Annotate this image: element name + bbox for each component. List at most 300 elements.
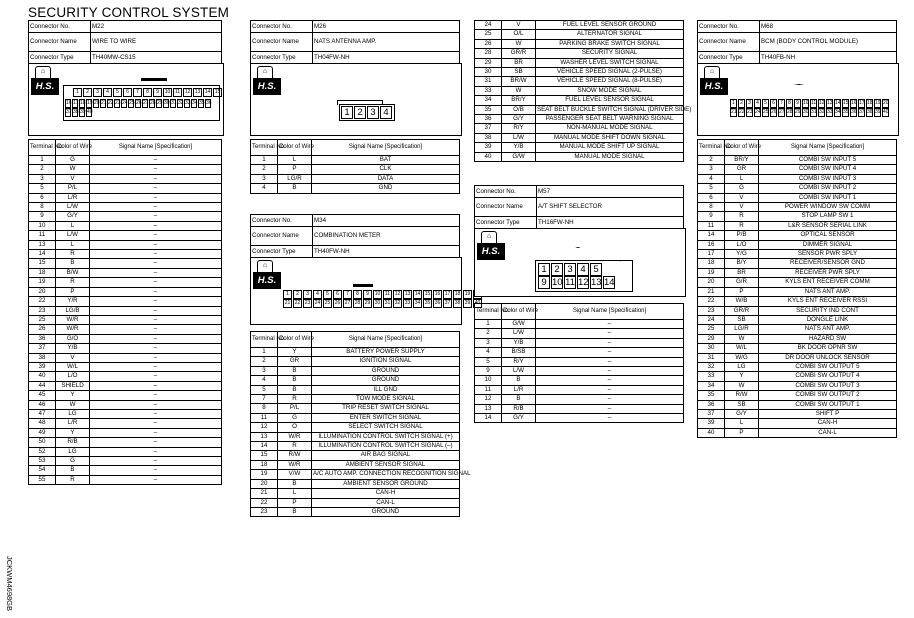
signal-cell: – xyxy=(90,372,222,381)
connector-m68-info xyxy=(697,20,897,64)
color-cell: W/L xyxy=(725,344,759,353)
table-row xyxy=(29,315,222,324)
connector-m68-table xyxy=(697,139,897,438)
signal-cell: SECURITY IND CONT xyxy=(759,306,897,315)
table-row xyxy=(251,165,460,174)
color-cell: P/B xyxy=(725,231,759,240)
connector-pin: 23 xyxy=(304,300,311,306)
connector-pin: 29 xyxy=(795,109,801,115)
terminal-cell: 38 xyxy=(475,133,502,142)
signal-cell: – xyxy=(90,268,222,277)
color-cell: G/O xyxy=(56,334,90,343)
connector-pin: 36 xyxy=(206,100,212,106)
connector-pin: 35 xyxy=(199,100,205,106)
table-row xyxy=(475,133,684,142)
terminal-cell: 9 xyxy=(475,367,502,376)
table-row xyxy=(475,21,684,30)
color-cell: P xyxy=(725,287,759,296)
terminal-cell: 33 xyxy=(698,372,725,381)
pin-row-bottom xyxy=(730,108,890,117)
table-row xyxy=(475,124,684,133)
signal-cell: STOP LAMP SW 1 xyxy=(759,212,897,221)
terminal-cell: 34 xyxy=(698,381,725,390)
signal-cell: – xyxy=(90,240,222,249)
color-cell: SHIELD xyxy=(56,381,90,390)
color-cell: B xyxy=(278,479,312,488)
terminal-cell: 14 xyxy=(475,414,502,423)
color-cell: Y/B xyxy=(56,344,90,353)
signal-cell: SECURITY SIGNAL xyxy=(536,49,684,58)
signal-cell: – xyxy=(90,419,222,428)
table-row xyxy=(29,278,222,287)
color-cell: V/W xyxy=(278,470,312,479)
table-row xyxy=(475,395,684,404)
color-cell: V xyxy=(725,203,759,212)
table-row xyxy=(29,174,222,183)
terminal-cell: 1 xyxy=(475,320,502,329)
color-cell: B/SB xyxy=(502,348,536,357)
terminal-cell: 13 xyxy=(251,432,278,441)
col-terminal: Terminal No. xyxy=(251,332,278,348)
connector-no: M22 xyxy=(91,21,222,33)
color-cell: R xyxy=(725,221,759,230)
signal-cell: COMBI SW INPUT 3 xyxy=(759,174,897,183)
connector-pin: 5 xyxy=(590,263,602,276)
table-row xyxy=(29,391,222,400)
signal-cell: GND xyxy=(312,184,460,193)
connector-pin: 3 xyxy=(93,88,102,97)
connector-pin: 2 xyxy=(293,290,302,299)
connector-pin: 2 xyxy=(738,99,745,108)
signal-cell: PARKING BRAKE SWITCH SIGNAL xyxy=(536,39,684,48)
terminal-cell: 30 xyxy=(698,344,725,353)
table-row xyxy=(475,357,684,366)
color-cell: G/Y xyxy=(502,115,536,124)
connector-pin: 17 xyxy=(859,100,865,106)
connector-no: M68 xyxy=(760,21,897,33)
connector-name-label: Connector Name xyxy=(475,198,537,217)
table-row xyxy=(29,231,222,240)
connector-pin: 13 xyxy=(194,89,201,95)
key-mark xyxy=(141,78,167,81)
connector-pin: 4 xyxy=(380,106,392,119)
terminal-cell: 40 xyxy=(29,372,56,381)
color-cell: G/R xyxy=(725,278,759,287)
signal-cell: BATTERY POWER SUPPLY xyxy=(312,348,460,357)
color-cell: G xyxy=(56,457,90,466)
color-cell: R/Y xyxy=(502,124,536,133)
signal-cell: – xyxy=(90,259,222,268)
color-cell: V xyxy=(725,193,759,202)
table-row xyxy=(475,414,684,423)
table-row xyxy=(698,259,897,268)
table-row xyxy=(29,400,222,409)
terminal-cell: 12 xyxy=(251,423,278,432)
table-row xyxy=(29,212,222,221)
table-row xyxy=(475,329,684,338)
color-cell: R xyxy=(56,475,90,484)
connector-m57-info xyxy=(474,185,684,229)
connector-pin: 36 xyxy=(851,109,857,115)
pin-row-top xyxy=(283,290,483,299)
terminal-cell: 8 xyxy=(251,404,278,413)
terminal-cell: 47 xyxy=(29,409,56,418)
color-cell: LG/R xyxy=(725,325,759,334)
table-row xyxy=(251,404,460,413)
terminal-cell: 36 xyxy=(29,334,56,343)
connector-type: TH04FW-NH xyxy=(313,52,460,64)
signal-cell: VEHICLE SPEED SIGNAL (2-PULSE) xyxy=(536,68,684,77)
signal-cell: AIR BAG SIGNAL xyxy=(312,451,460,460)
color-cell: R xyxy=(725,212,759,221)
connector-pin: 10 xyxy=(374,291,381,297)
col-color: Color of Wire xyxy=(502,304,536,320)
pin-row-bottom xyxy=(538,276,616,289)
signal-cell: NON-MANUAL MODE SIGNAL xyxy=(536,124,684,133)
signal-cell: MANUAL MODE SHIFT DOWN SIGNAL xyxy=(536,133,684,142)
connector-pin: 33 xyxy=(404,300,411,306)
signal-cell: COMBI SW OUTPUT 5 xyxy=(759,362,897,371)
table-row xyxy=(251,442,460,451)
table-row xyxy=(698,353,897,362)
table-row xyxy=(698,400,897,409)
color-cell: Y xyxy=(56,391,90,400)
connector-pin: 34 xyxy=(414,300,421,306)
table-row xyxy=(29,344,222,353)
table-row xyxy=(29,287,222,296)
col-color: Color of Wire xyxy=(278,140,312,156)
color-cell: W xyxy=(725,334,759,343)
table-row xyxy=(29,457,222,466)
connector-m57-diagram xyxy=(474,228,686,297)
connector-name: NATS ANTENNA AMP. xyxy=(313,33,460,52)
connector-pin: 17 xyxy=(73,100,79,106)
terminal-cell: 26 xyxy=(475,39,502,48)
terminal-cell: 26 xyxy=(29,325,56,334)
table-row xyxy=(29,428,222,437)
signal-cell: ENTER SWITCH SIGNAL xyxy=(312,413,460,422)
color-cell: SB xyxy=(725,315,759,324)
color-cell: LG xyxy=(56,447,90,456)
connector-pin: 14 xyxy=(204,89,211,95)
color-cell: W/R xyxy=(278,460,312,469)
signal-cell: – xyxy=(90,231,222,240)
table-row xyxy=(29,259,222,268)
terminal-cell: 3 xyxy=(475,338,502,347)
table-row xyxy=(475,376,684,385)
signal-cell: WASHER LEVEL SWITCH SIGNAL xyxy=(536,58,684,67)
connector-no: M57 xyxy=(537,186,684,198)
color-cell: B xyxy=(278,366,312,375)
signal-cell: NATS ANT AMP. xyxy=(759,287,897,296)
signal-cell: – xyxy=(90,466,222,475)
connector-pin: 12 xyxy=(578,277,589,288)
table-row xyxy=(29,268,222,277)
connector-type: TH40FB-NH xyxy=(760,52,897,64)
color-cell: L/O xyxy=(725,240,759,249)
table-row xyxy=(698,334,897,343)
color-cell: L/O xyxy=(56,372,90,381)
color-cell: B xyxy=(278,507,312,516)
terminal-cell: 34 xyxy=(475,96,502,105)
signal-cell: GROUND xyxy=(312,366,460,375)
terminal-cell: 19 xyxy=(29,278,56,287)
terminal-cell: 23 xyxy=(698,306,725,315)
col-terminal: Terminal No. xyxy=(698,140,725,156)
connector-no-label: Connector No. xyxy=(251,21,313,33)
color-cell: L xyxy=(725,419,759,428)
color-cell: W xyxy=(502,86,536,95)
connector-m34-diagram xyxy=(250,257,481,325)
table-row xyxy=(475,385,684,394)
terminal-cell: 4 xyxy=(698,174,725,183)
terminal-cell: 23 xyxy=(251,507,278,516)
signal-cell: – xyxy=(90,438,222,447)
signal-cell: TOW MODE SIGNAL xyxy=(312,395,460,404)
signal-cell: DONGLE LINK xyxy=(759,315,897,324)
table-row xyxy=(251,489,460,498)
table-row xyxy=(698,240,897,249)
terminal-cell: 3 xyxy=(251,366,278,375)
table-row xyxy=(29,297,222,306)
terminal-cell: 5 xyxy=(251,385,278,394)
color-cell: L/R xyxy=(56,419,90,428)
connector-pin: 6 xyxy=(770,99,777,108)
connector-pin: 5 xyxy=(113,88,122,97)
connector-m34-info xyxy=(250,214,460,258)
terminal-cell: 24 xyxy=(475,21,502,30)
signal-cell: COMBI SW INPUT 1 xyxy=(759,193,897,202)
color-cell: SB xyxy=(725,400,759,409)
color-cell: W/R xyxy=(56,325,90,334)
terminal-cell: 39 xyxy=(475,143,502,152)
color-cell: L xyxy=(278,489,312,498)
terminal-cell: 31 xyxy=(698,353,725,362)
connector-pin: 19 xyxy=(87,100,93,106)
connector-no: M34 xyxy=(313,215,460,227)
table-row xyxy=(29,193,222,202)
color-cell: B xyxy=(56,259,90,268)
signal-cell: BK DOOR OPNR SW xyxy=(759,344,897,353)
terminal-cell: 14 xyxy=(29,250,56,259)
signal-cell: COMBI SW OUTPUT 2 xyxy=(759,391,897,400)
connector-pin: 12 xyxy=(184,89,191,95)
connector-no: M26 xyxy=(313,21,460,33)
table-row xyxy=(698,250,897,259)
connector-pin: 21 xyxy=(731,109,737,115)
color-cell: W/R xyxy=(56,315,90,324)
color-cell: L xyxy=(725,174,759,183)
terminal-cell: 24 xyxy=(698,315,725,324)
table-row xyxy=(251,357,460,366)
signal-cell: – xyxy=(90,315,222,324)
table-row xyxy=(475,143,684,152)
connector-no-label: Connector No. xyxy=(698,21,760,33)
color-cell: B/Y xyxy=(725,259,759,268)
signal-cell: – xyxy=(90,325,222,334)
connector-pin: 27 xyxy=(779,109,785,115)
terminal-cell: 19 xyxy=(251,470,278,479)
terminal-cell: 15 xyxy=(29,259,56,268)
connector-type-label: Connector Type xyxy=(251,52,313,64)
connector-pin: 2 xyxy=(83,88,92,97)
signal-cell: SHIFT P xyxy=(759,409,897,418)
connector-name: BCM (BODY CONTROL MODULE) xyxy=(760,33,897,52)
signal-cell: DIMMER SIGNAL xyxy=(759,240,897,249)
connector-pin: 36 xyxy=(434,300,441,306)
color-cell: B xyxy=(502,376,536,385)
signal-cell: MANUAL MODE SIGNAL xyxy=(536,152,684,161)
signal-cell: RECEIVER/SENSOR GND xyxy=(759,259,897,268)
table-row xyxy=(29,203,222,212)
hs-icon: ⌂ H.S. xyxy=(253,66,281,95)
terminal-cell: 11 xyxy=(475,385,502,394)
connector-pin: 14 xyxy=(835,100,841,106)
signal-cell: AMBIENT SENSOR SIGNAL xyxy=(312,460,460,469)
table-row xyxy=(251,479,460,488)
signal-cell: – xyxy=(90,353,222,362)
color-cell: G xyxy=(278,413,312,422)
connector-pin: 22 xyxy=(739,109,745,115)
connector-pin: 26 xyxy=(136,100,142,106)
signal-cell: – xyxy=(90,475,222,484)
terminal-cell: 6 xyxy=(29,193,56,202)
signal-cell: BAT xyxy=(312,156,460,165)
terminal-cell: 3 xyxy=(29,174,56,183)
connector-name-label: Connector Name xyxy=(698,33,760,52)
connector-pin: 24 xyxy=(314,300,321,306)
connector-pin: 40 xyxy=(87,109,93,115)
connector-pin: 15 xyxy=(214,89,221,95)
terminal-cell: 53 xyxy=(29,457,56,466)
terminal-cell: 8 xyxy=(29,203,56,212)
connector-pin: 12 xyxy=(394,291,401,297)
color-cell: W/G xyxy=(725,353,759,362)
table-row xyxy=(29,165,222,174)
table-row xyxy=(475,58,684,67)
signal-cell: – xyxy=(90,278,222,287)
terminal-cell: 22 xyxy=(29,297,56,306)
connector-pin: 19 xyxy=(875,100,881,106)
color-cell: SB xyxy=(502,68,536,77)
signal-cell: – xyxy=(536,348,684,357)
signal-cell: AMBIENT SENSOR GROUND xyxy=(312,479,460,488)
pin-row xyxy=(339,104,395,121)
signal-cell: COMBI SW OUTPUT 4 xyxy=(759,372,897,381)
signal-cell: – xyxy=(90,381,222,390)
terminal-cell: 54 xyxy=(29,466,56,475)
signal-cell: – xyxy=(90,306,222,315)
terminal-cell: 7 xyxy=(251,395,278,404)
connector-name-label: Connector Name xyxy=(251,33,313,52)
signal-cell: – xyxy=(536,404,684,413)
color-cell: LG/R xyxy=(278,174,312,183)
connector-pin: 31 xyxy=(171,100,177,106)
table-row xyxy=(251,413,460,422)
table-row xyxy=(475,96,684,105)
connector-pin: 16 xyxy=(851,100,857,106)
connector-pin: 37 xyxy=(66,109,72,115)
color-cell: G/Y xyxy=(56,212,90,221)
terminal-cell: 8 xyxy=(698,203,725,212)
color-cell: G xyxy=(725,184,759,193)
table-row xyxy=(698,306,897,315)
table-row xyxy=(251,366,460,375)
connector-pin: 34 xyxy=(835,109,841,115)
table-row xyxy=(251,395,460,404)
signal-cell: DATA xyxy=(312,174,460,183)
connector-pin: 29 xyxy=(364,300,371,306)
connector-pin: 25 xyxy=(763,109,769,115)
color-cell: R/W xyxy=(278,451,312,460)
connector-m34-table-continued xyxy=(474,20,692,162)
col-color: Color of Wire xyxy=(56,140,90,156)
color-cell: Y xyxy=(56,428,90,437)
signal-cell: MANUAL MODE SHIFT UP SIGNAL xyxy=(536,143,684,152)
signal-cell: COMBI SW INPUT 4 xyxy=(759,165,897,174)
signal-cell: – xyxy=(90,409,222,418)
connector-pin: 1 xyxy=(341,106,353,119)
terminal-cell: 12 xyxy=(475,395,502,404)
color-cell: GR/R xyxy=(725,306,759,315)
terminal-cell: 2 xyxy=(475,329,502,338)
connector-pin: 19 xyxy=(464,291,471,297)
connector-pin: 30 xyxy=(803,109,809,115)
table-row xyxy=(475,367,684,376)
terminal-cell: 22 xyxy=(251,498,278,507)
connector-name-label: Connector Name xyxy=(251,227,313,246)
terminal-cell: 11 xyxy=(251,413,278,422)
table-row xyxy=(29,372,222,381)
color-cell: L xyxy=(56,221,90,230)
connector-pin: 39 xyxy=(80,109,86,115)
connector-pin: 8 xyxy=(143,88,152,97)
terminal-cell: 21 xyxy=(698,287,725,296)
table-row xyxy=(698,203,897,212)
connector-pin: 10 xyxy=(164,89,171,95)
connector-pin: 38 xyxy=(454,300,461,306)
signal-cell: POWER WINDOW SW COMM xyxy=(759,203,897,212)
connector-pin: 10 xyxy=(803,100,809,106)
connector-pin: 9 xyxy=(153,88,162,97)
color-cell: LG xyxy=(56,409,90,418)
color-cell: L/W xyxy=(56,231,90,240)
connector-no-label: Connector No. xyxy=(251,215,313,227)
terminal-cell: 20 xyxy=(251,479,278,488)
table-row xyxy=(29,353,222,362)
terminal-cell: 2 xyxy=(251,357,278,366)
terminal-cell: 25 xyxy=(29,315,56,324)
color-cell: L/R xyxy=(56,193,90,202)
connector-pin: 23 xyxy=(115,100,121,106)
color-cell: BR/Y xyxy=(725,156,759,165)
signal-cell: – xyxy=(536,376,684,385)
table-row xyxy=(251,460,460,469)
color-cell: LG xyxy=(725,362,759,371)
color-cell: LG/B xyxy=(56,306,90,315)
table-row xyxy=(29,156,222,165)
terminal-cell: 21 xyxy=(251,489,278,498)
terminal-cell: 1 xyxy=(251,348,278,357)
terminal-cell: 5 xyxy=(29,184,56,193)
terminal-cell: 49 xyxy=(29,428,56,437)
terminal-cell: 9 xyxy=(29,212,56,221)
connector-pin: 15 xyxy=(843,100,849,106)
terminal-cell: 36 xyxy=(475,115,502,124)
color-cell: R xyxy=(278,442,312,451)
color-cell: P xyxy=(278,165,312,174)
col-signal: Signal Name [Specification] xyxy=(536,304,684,320)
